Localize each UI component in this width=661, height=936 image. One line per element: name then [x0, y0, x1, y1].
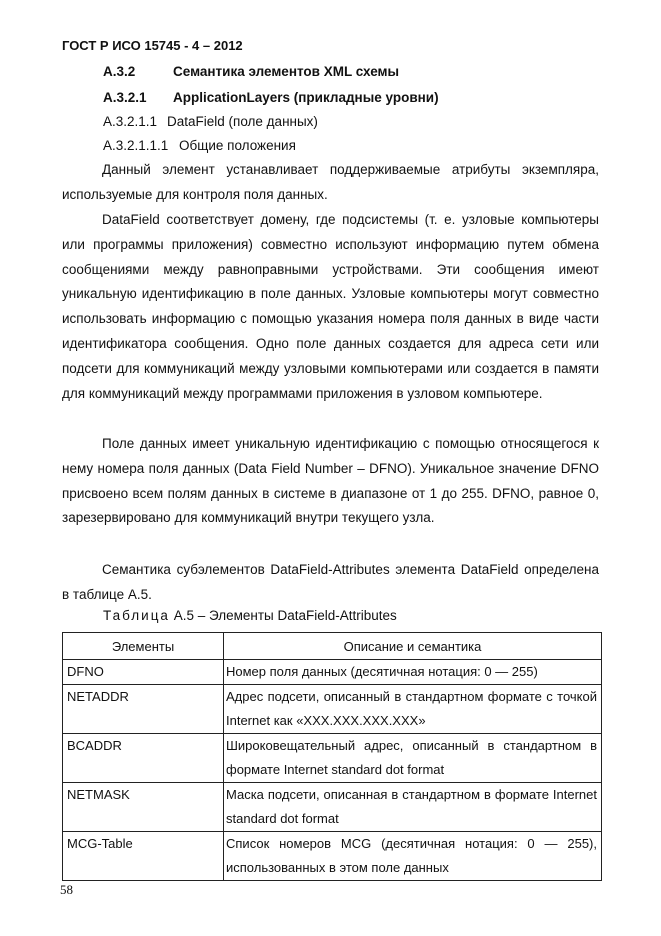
- table-cell-element: NETADDR: [63, 685, 224, 734]
- table-cell-description: Маска подсети, описанная в стандартном в формате Internet standard dot format: [224, 783, 602, 832]
- column-header-elements: Элементы: [63, 633, 224, 660]
- paragraph-dfno: Поле данных имеет уникальную идентификацию с помощью относящегося к нему номера поля данных (Data Field Number – DFNO). Уникальное значение DFNO присвоено всем полям данных в системе в диапазоне от 1 до 255. DFNO, равное 0, зарезервировано для коммуникаций внутри текущего узла.: [62, 436, 599, 526]
- attributes-table: [62, 632, 602, 881]
- subsubsection-number: A.3.2.1.1: [103, 114, 158, 129]
- section-heading: [103, 60, 399, 84]
- column-header-description: Описание и семантика: [224, 633, 602, 660]
- clause-number: A.3.2.1.1.1: [103, 138, 169, 153]
- paragraph-semantics: Семантика субэлементов DataField-Attributes элемента DataField определена в таблице A.5.: [62, 562, 599, 602]
- paragraph-intro: Данный элемент устанавливает поддерживаемые атрибуты экземпляра, используемые для контроля поля данных.: [62, 162, 599, 202]
- document-header: ГОСТ Р ИСО 15745 - 4 – 2012: [62, 38, 243, 53]
- clause-title: Общие положения: [179, 138, 296, 153]
- table-row: [63, 832, 602, 881]
- table-cell-element: DFNO: [63, 660, 224, 685]
- table-cell-description: Широковещательный адрес, описанный в стандартном в формате Internet standard dot format: [224, 734, 602, 783]
- subsection-number: A.3.2.1: [103, 90, 147, 105]
- table-cell-description: Список номеров MCG (десятичная нотация: 0 — 255), использованных в этом поле данных: [224, 832, 602, 881]
- table-row: [63, 685, 602, 734]
- subsubsection-heading: [103, 110, 318, 134]
- table-caption-text: A.5 – Элементы DataField-Attributes: [173, 608, 397, 623]
- table-header-row: [63, 633, 602, 660]
- table-cell-element: BCADDR: [63, 734, 224, 783]
- table-cell-element: NETMASK: [63, 783, 224, 832]
- table-row: [63, 660, 602, 685]
- paragraph-datafield: DataField соответствует домену, где подсистемы (т. е. узловые компьютеры или программы приложения) совместно используют информацию путем обмена сообщениями между равноправными устройствами. Эти сообщения имеют уникальную идентификацию в поле данных. Узловые компьютеры могут совместно использовать информацию с помощью указания номера поля данных в виде части идентификатора сообщения. Одно поле данных создается для адреса сети или подсети для коммуникаций между узловыми компьютерами или создается в памяти для коммуникаций между программами приложения в узловом компьютере.: [62, 212, 599, 401]
- table-cell-element: MCG-Table: [63, 832, 224, 881]
- table-row: [63, 783, 602, 832]
- table-row: [63, 734, 602, 783]
- table-caption: [103, 608, 397, 623]
- clause-heading: [103, 134, 296, 158]
- section-title: Семантика элементов XML схемы: [173, 64, 400, 79]
- subsection-heading: [103, 86, 439, 110]
- subsection-title: ApplicationLayers (прикладные уровни): [173, 90, 439, 105]
- table-cell-description: Адрес подсети, описанный в стандартном формате с точкой Internet как «XXX.XXX.XXX.XXX»: [224, 685, 602, 734]
- subsubsection-title: DataField (поле данных): [167, 114, 318, 129]
- section-number: A.3.2: [103, 64, 136, 79]
- table-caption-label: Таблица: [103, 608, 170, 623]
- page-number: 58: [60, 882, 73, 897]
- table-cell-description: Номер поля данных (десятичная нотация: 0 — 255): [224, 660, 602, 685]
